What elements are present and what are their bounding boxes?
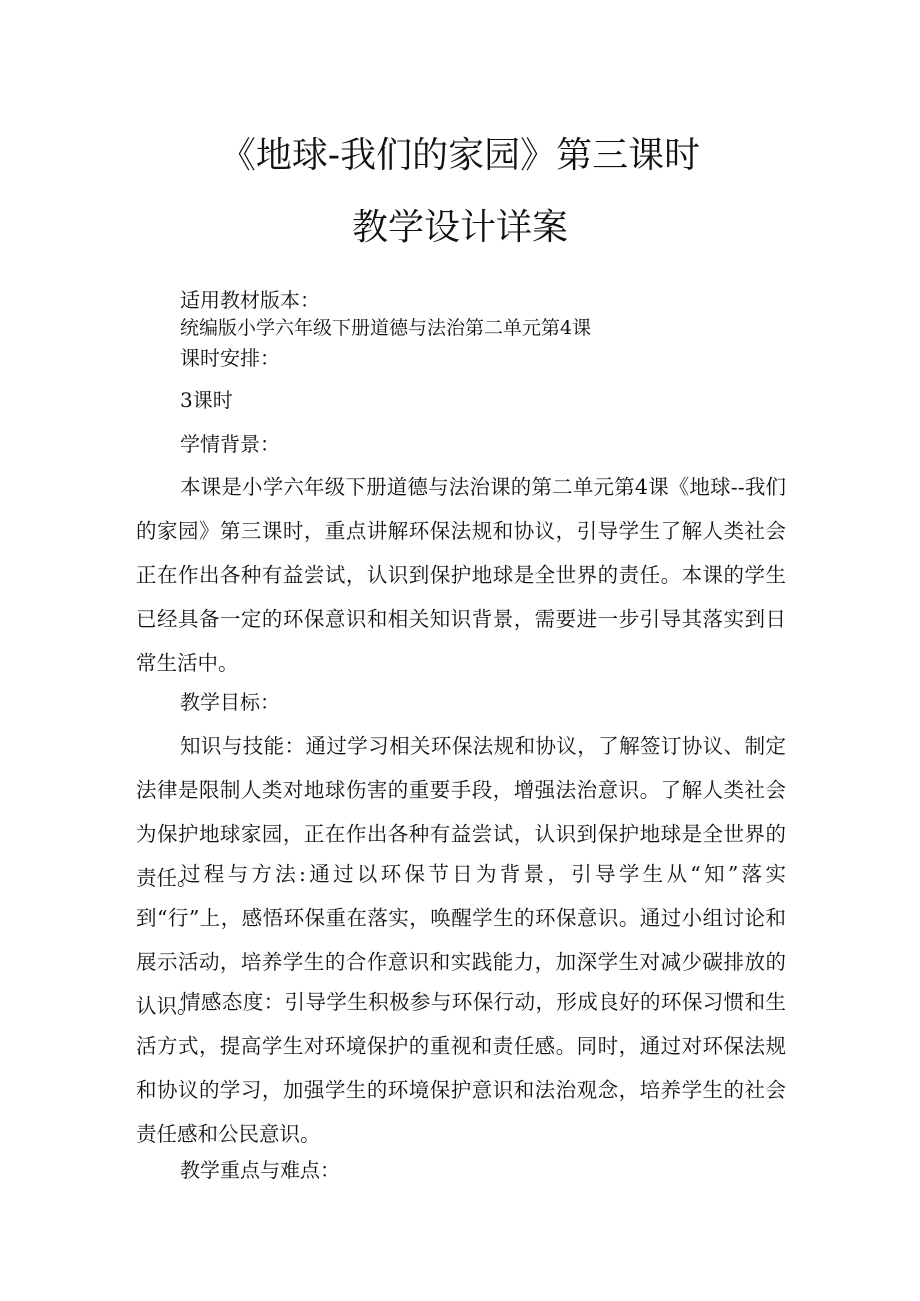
key-points-label: 教学重点与难点：	[180, 1158, 340, 1182]
document-title-line1: 《地球-我们的家园》第三课时	[219, 135, 701, 176]
hours-value: 3课时	[180, 388, 233, 412]
hours-label: 课时安排：	[180, 346, 280, 370]
materials-label: 适用教材版本：	[180, 288, 320, 312]
goal-emotion-paragraph: 情感态度：引导学生积极参与环保行动，形成良好的环保习惯和生活方式，提高学生对环境保护的重视和责任感。同时，通过对环保法规和协议的学习，加强学生的环境保护意识和法治观念，培养学生的社会责任感和公民意识。	[136, 990, 786, 1146]
goal-knowledge-paragraph: 知识与技能：通过学习相关环保法规和协议，了解签订协议、制定法律是限制人类对地球伤害的重要手段，增强法治意识。了解人类社会为保护地球家园，正在作出各种有益尝试，认识到保护地球是全世界的责任。	[136, 734, 786, 890]
background-label: 学情背景：	[180, 432, 280, 456]
goal-process-paragraph: 过程与方法:通过以环保节日为背景，引导学生从“知”落实到“行”上，感悟环保重在落实，唤醒学生的环保意识。通过小组讨论和展示活动，培养学生的合作意识和实践能力，加深学生对减少碳排放的认识。	[136, 862, 786, 1018]
materials-value: 统编版小学六年级下册道德与法治第二单元第4课	[180, 317, 592, 339]
background-paragraph: 本课是小学六年级下册道德与法治课的第二单元第4课《地球--我们的家园》第三课时，重点讲解环保法规和协议，引导学生了解人类社会正在作出各种有益尝试，认识到保护地球是全世界的责任。本课的学生已经具备一定的环保意识和相关知识背景，需要进一步引导其落实到日常生活中。	[136, 475, 786, 675]
document-title-line2: 教学设计详案	[351, 207, 568, 248]
goals-label: 教学目标：	[180, 690, 280, 714]
